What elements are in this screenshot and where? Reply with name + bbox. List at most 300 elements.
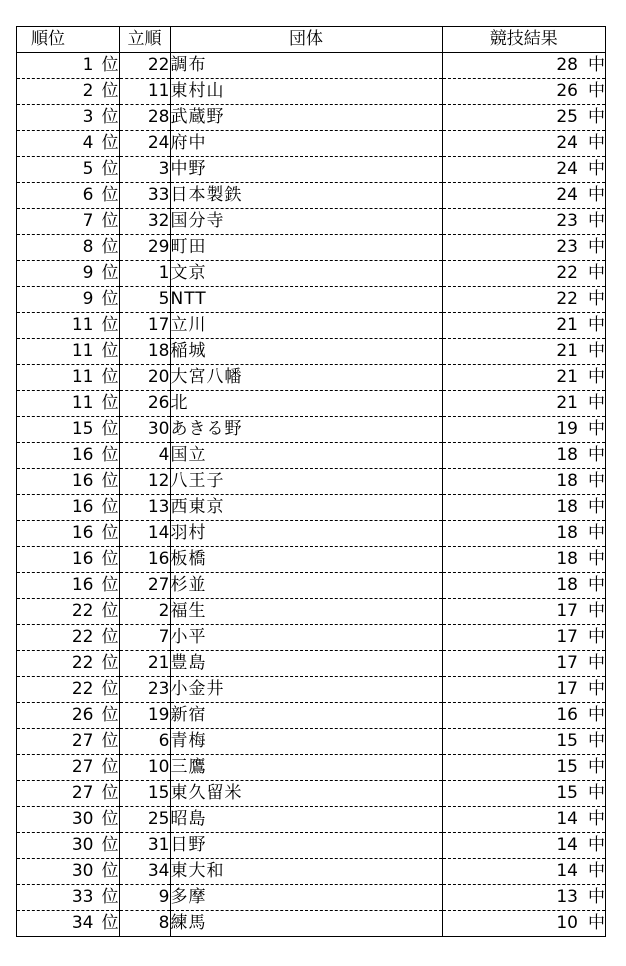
rank-value: 27 xyxy=(71,783,94,803)
result-cell xyxy=(442,365,605,391)
rank-value: 4 xyxy=(82,133,94,153)
rank-unit: 位 xyxy=(101,471,119,491)
team-cell: 東村山 xyxy=(170,79,442,105)
hits-value: 14 xyxy=(556,835,578,855)
draw-order-cell: 9 xyxy=(119,885,170,911)
hits-value: 19 xyxy=(556,419,578,439)
hits-value: 18 xyxy=(556,575,578,595)
table-row xyxy=(17,859,605,885)
rank-unit: 位 xyxy=(101,627,119,647)
team-cell: 中野 xyxy=(170,157,442,183)
result-cell xyxy=(442,261,605,287)
result-cell xyxy=(442,625,605,651)
table-row xyxy=(17,833,605,859)
rank-value: 30 xyxy=(71,835,94,855)
rank-value: 16 xyxy=(71,523,94,543)
rank-unit: 位 xyxy=(101,263,119,283)
hits-unit: 中 xyxy=(588,497,605,517)
rank-unit: 位 xyxy=(101,523,119,543)
rank-unit: 位 xyxy=(101,913,119,933)
hits-value: 15 xyxy=(556,757,578,777)
hits-value: 13 xyxy=(556,887,578,907)
rank-unit: 位 xyxy=(101,757,119,777)
hits-unit: 中 xyxy=(588,757,605,777)
team-cell: 新宿 xyxy=(170,703,442,729)
table-row xyxy=(17,677,605,703)
hits-value: 10 xyxy=(556,913,578,933)
team-cell: 武蔵野 xyxy=(170,105,442,131)
draw-order-cell: 17 xyxy=(119,313,170,339)
table-row xyxy=(17,339,605,365)
hits-unit: 中 xyxy=(588,211,605,231)
team-cell: 小金井 xyxy=(170,677,442,703)
rank-unit: 位 xyxy=(101,159,119,179)
rank-value: 8 xyxy=(82,237,94,257)
result-cell xyxy=(442,157,605,183)
rank-unit: 位 xyxy=(101,341,119,361)
table-row xyxy=(17,183,605,209)
hits-unit: 中 xyxy=(588,133,605,153)
hits-unit: 中 xyxy=(588,471,605,491)
draw-order-cell: 34 xyxy=(119,859,170,885)
team-cell: 稲城 xyxy=(170,339,442,365)
rank-unit: 位 xyxy=(101,237,119,257)
draw-order-cell: 10 xyxy=(119,755,170,781)
team-cell: NTT xyxy=(170,287,442,313)
rank-unit: 位 xyxy=(101,81,119,101)
team-cell: 多摩 xyxy=(170,885,442,911)
rank-cell xyxy=(17,183,119,209)
team-cell: 豊島 xyxy=(170,651,442,677)
result-cell xyxy=(442,79,605,105)
hits-value: 18 xyxy=(556,497,578,517)
hits-value: 23 xyxy=(556,237,578,257)
rank-unit: 位 xyxy=(101,705,119,725)
rank-unit: 位 xyxy=(101,419,119,439)
rank-value: 9 xyxy=(82,289,94,309)
draw-order-cell: 18 xyxy=(119,339,170,365)
rank-unit: 位 xyxy=(101,679,119,699)
rank-value: 30 xyxy=(71,809,94,829)
rank-unit: 位 xyxy=(101,835,119,855)
table-body xyxy=(17,53,605,937)
team-cell: 板橋 xyxy=(170,547,442,573)
team-cell: 文京 xyxy=(170,261,442,287)
rank-cell xyxy=(17,651,119,677)
draw-order-cell: 26 xyxy=(119,391,170,417)
result-cell xyxy=(442,885,605,911)
rank-value: 27 xyxy=(71,731,94,751)
hits-unit: 中 xyxy=(588,913,605,933)
draw-order-cell: 5 xyxy=(119,287,170,313)
team-cell: 八王子 xyxy=(170,469,442,495)
hits-value: 21 xyxy=(556,341,578,361)
rank-value: 22 xyxy=(71,653,94,673)
rank-value: 5 xyxy=(82,159,94,179)
rank-unit: 位 xyxy=(101,185,119,205)
result-cell xyxy=(442,235,605,261)
hits-value: 15 xyxy=(556,731,578,751)
header-rank: 順位 xyxy=(17,27,119,53)
rank-cell xyxy=(17,261,119,287)
hits-unit: 中 xyxy=(588,705,605,725)
draw-order-cell: 2 xyxy=(119,599,170,625)
hits-value: 16 xyxy=(556,705,578,725)
result-cell xyxy=(442,131,605,157)
table-row xyxy=(17,157,605,183)
hits-value: 22 xyxy=(556,289,578,309)
rank-value: 7 xyxy=(82,211,94,231)
result-cell xyxy=(442,703,605,729)
result-cell xyxy=(442,729,605,755)
rank-cell xyxy=(17,209,119,235)
result-cell xyxy=(442,469,605,495)
team-cell: 福生 xyxy=(170,599,442,625)
result-cell xyxy=(442,651,605,677)
hits-value: 18 xyxy=(556,549,578,569)
hits-value: 21 xyxy=(556,393,578,413)
hits-unit: 中 xyxy=(588,445,605,465)
team-cell: 調布 xyxy=(170,53,442,79)
table-row xyxy=(17,365,605,391)
draw-order-cell: 8 xyxy=(119,911,170,937)
rank-unit: 位 xyxy=(101,393,119,413)
rank-unit: 位 xyxy=(101,367,119,387)
table-row xyxy=(17,209,605,235)
team-cell: 青梅 xyxy=(170,729,442,755)
hits-value: 23 xyxy=(556,211,578,231)
result-cell xyxy=(442,599,605,625)
rank-cell xyxy=(17,443,119,469)
rank-cell xyxy=(17,885,119,911)
team-cell: 練馬 xyxy=(170,911,442,937)
team-cell: 大宮八幡 xyxy=(170,365,442,391)
result-cell xyxy=(442,755,605,781)
rank-value: 11 xyxy=(71,367,94,387)
rank-value: 16 xyxy=(71,471,94,491)
rank-cell xyxy=(17,859,119,885)
hits-unit: 中 xyxy=(588,601,605,621)
result-cell xyxy=(442,521,605,547)
table-row xyxy=(17,469,605,495)
hits-unit: 中 xyxy=(588,835,605,855)
hits-unit: 中 xyxy=(588,653,605,673)
rank-value: 15 xyxy=(71,419,94,439)
table-row xyxy=(17,703,605,729)
rank-unit: 位 xyxy=(101,731,119,751)
table-row xyxy=(17,755,605,781)
result-cell xyxy=(442,183,605,209)
draw-order-cell: 11 xyxy=(119,79,170,105)
table-row xyxy=(17,547,605,573)
result-cell xyxy=(442,677,605,703)
hits-unit: 中 xyxy=(588,263,605,283)
rank-unit: 位 xyxy=(101,211,119,231)
team-cell: 日野 xyxy=(170,833,442,859)
rank-cell xyxy=(17,287,119,313)
result-cell xyxy=(442,573,605,599)
table-row xyxy=(17,885,605,911)
rank-cell xyxy=(17,339,119,365)
hits-unit: 中 xyxy=(588,159,605,179)
table-row xyxy=(17,53,605,79)
rank-value: 11 xyxy=(71,341,94,361)
hits-value: 24 xyxy=(556,133,578,153)
draw-order-cell: 15 xyxy=(119,781,170,807)
draw-order-cell: 22 xyxy=(119,53,170,79)
result-cell xyxy=(442,443,605,469)
hits-unit: 中 xyxy=(588,731,605,751)
draw-order-cell: 32 xyxy=(119,209,170,235)
hits-unit: 中 xyxy=(588,237,605,257)
hits-value: 14 xyxy=(556,809,578,829)
rank-cell xyxy=(17,911,119,937)
team-cell: 昭島 xyxy=(170,807,442,833)
header-draw-order: 立順 xyxy=(119,27,170,53)
rank-value: 6 xyxy=(82,185,94,205)
draw-order-cell: 24 xyxy=(119,131,170,157)
rank-cell xyxy=(17,521,119,547)
hits-unit: 中 xyxy=(588,367,605,387)
hits-value: 18 xyxy=(556,471,578,491)
rank-cell xyxy=(17,235,119,261)
rank-value: 34 xyxy=(71,913,94,933)
hits-unit: 中 xyxy=(588,783,605,803)
team-cell: 杉並 xyxy=(170,573,442,599)
rank-unit: 位 xyxy=(101,783,119,803)
draw-order-cell: 1 xyxy=(119,261,170,287)
hits-value: 22 xyxy=(556,263,578,283)
rank-cell xyxy=(17,807,119,833)
table-row xyxy=(17,651,605,677)
rank-unit: 位 xyxy=(101,315,119,335)
rank-cell xyxy=(17,625,119,651)
rank-unit: 位 xyxy=(101,445,119,465)
table-row xyxy=(17,261,605,287)
result-cell xyxy=(442,391,605,417)
hits-value: 17 xyxy=(556,653,578,673)
result-cell xyxy=(442,833,605,859)
hits-unit: 中 xyxy=(588,289,605,309)
rank-cell xyxy=(17,391,119,417)
hits-unit: 中 xyxy=(588,81,605,101)
table-row xyxy=(17,625,605,651)
table-row xyxy=(17,911,605,937)
table-row xyxy=(17,391,605,417)
rank-unit: 位 xyxy=(101,809,119,829)
hits-value: 18 xyxy=(556,523,578,543)
result-cell xyxy=(442,209,605,235)
rank-value: 16 xyxy=(71,549,94,569)
result-cell xyxy=(442,105,605,131)
rank-cell xyxy=(17,79,119,105)
rank-value: 16 xyxy=(71,445,94,465)
draw-order-cell: 6 xyxy=(119,729,170,755)
rank-cell xyxy=(17,53,119,79)
rank-unit: 位 xyxy=(101,107,119,127)
hits-value: 17 xyxy=(556,627,578,647)
hits-value: 15 xyxy=(556,783,578,803)
rank-unit: 位 xyxy=(101,55,119,75)
rank-cell xyxy=(17,157,119,183)
hits-unit: 中 xyxy=(588,861,605,881)
result-cell xyxy=(442,313,605,339)
draw-order-cell: 33 xyxy=(119,183,170,209)
rank-unit: 位 xyxy=(101,497,119,517)
table-row xyxy=(17,781,605,807)
table-row xyxy=(17,495,605,521)
rank-unit: 位 xyxy=(101,601,119,621)
rank-cell xyxy=(17,703,119,729)
hits-unit: 中 xyxy=(588,341,605,361)
rank-cell xyxy=(17,573,119,599)
result-cell xyxy=(442,339,605,365)
hits-unit: 中 xyxy=(588,393,605,413)
draw-order-cell: 30 xyxy=(119,417,170,443)
draw-order-cell: 4 xyxy=(119,443,170,469)
rank-value: 26 xyxy=(71,705,94,725)
result-cell xyxy=(442,53,605,79)
result-cell xyxy=(442,547,605,573)
team-cell: 小平 xyxy=(170,625,442,651)
rank-value: 22 xyxy=(71,627,94,647)
rank-cell xyxy=(17,105,119,131)
hits-value: 25 xyxy=(556,107,578,127)
draw-order-cell: 3 xyxy=(119,157,170,183)
rank-cell xyxy=(17,547,119,573)
rank-unit: 位 xyxy=(101,861,119,881)
hits-value: 18 xyxy=(556,445,578,465)
table-row xyxy=(17,79,605,105)
team-cell: 国分寺 xyxy=(170,209,442,235)
rank-cell xyxy=(17,495,119,521)
rank-cell xyxy=(17,755,119,781)
draw-order-cell: 20 xyxy=(119,365,170,391)
results-table xyxy=(17,27,605,936)
rank-cell xyxy=(17,365,119,391)
rank-cell xyxy=(17,599,119,625)
header-result: 競技結果 xyxy=(442,27,605,53)
rank-value: 2 xyxy=(82,81,94,101)
rank-value: 16 xyxy=(71,575,94,595)
rank-cell xyxy=(17,469,119,495)
hits-value: 21 xyxy=(556,315,578,335)
rank-unit: 位 xyxy=(101,887,119,907)
rank-unit: 位 xyxy=(101,575,119,595)
hits-unit: 中 xyxy=(588,575,605,595)
team-cell: 町田 xyxy=(170,235,442,261)
hits-unit: 中 xyxy=(588,107,605,127)
result-cell xyxy=(442,859,605,885)
rank-cell xyxy=(17,417,119,443)
draw-order-cell: 13 xyxy=(119,495,170,521)
hits-unit: 中 xyxy=(588,523,605,543)
rank-cell xyxy=(17,833,119,859)
team-cell: 北 xyxy=(170,391,442,417)
rank-value: 33 xyxy=(71,887,94,907)
rank-value: 11 xyxy=(71,315,94,335)
draw-order-cell: 21 xyxy=(119,651,170,677)
hits-value: 17 xyxy=(556,601,578,621)
table-row xyxy=(17,729,605,755)
team-cell: 国立 xyxy=(170,443,442,469)
table-row xyxy=(17,313,605,339)
draw-order-cell: 23 xyxy=(119,677,170,703)
rank-value: 1 xyxy=(82,55,94,75)
result-cell xyxy=(442,287,605,313)
table-row xyxy=(17,521,605,547)
rank-cell xyxy=(17,781,119,807)
hits-unit: 中 xyxy=(588,55,605,75)
hits-unit: 中 xyxy=(588,549,605,569)
hits-value: 14 xyxy=(556,861,578,881)
rank-unit: 位 xyxy=(101,133,119,153)
rank-cell xyxy=(17,313,119,339)
table-row xyxy=(17,131,605,157)
result-cell xyxy=(442,495,605,521)
draw-order-cell: 14 xyxy=(119,521,170,547)
draw-order-cell: 25 xyxy=(119,807,170,833)
draw-order-cell: 28 xyxy=(119,105,170,131)
hits-unit: 中 xyxy=(588,809,605,829)
table-row xyxy=(17,235,605,261)
table-row xyxy=(17,287,605,313)
team-cell: 羽村 xyxy=(170,521,442,547)
rank-value: 16 xyxy=(71,497,94,517)
result-cell xyxy=(442,807,605,833)
rank-value: 11 xyxy=(71,393,94,413)
hits-value: 17 xyxy=(556,679,578,699)
draw-order-cell: 12 xyxy=(119,469,170,495)
hits-unit: 中 xyxy=(588,627,605,647)
rank-value: 22 xyxy=(71,601,94,621)
draw-order-cell: 31 xyxy=(119,833,170,859)
hits-unit: 中 xyxy=(588,419,605,439)
header-team: 団体 xyxy=(170,27,442,53)
table-row xyxy=(17,417,605,443)
table-row xyxy=(17,105,605,131)
team-cell: 日本製鉄 xyxy=(170,183,442,209)
draw-order-cell: 7 xyxy=(119,625,170,651)
team-cell: 西東京 xyxy=(170,495,442,521)
rank-cell xyxy=(17,131,119,157)
table-row xyxy=(17,443,605,469)
hits-value: 26 xyxy=(556,81,578,101)
table-row xyxy=(17,573,605,599)
result-cell xyxy=(442,911,605,937)
rank-cell xyxy=(17,729,119,755)
team-cell: 東大和 xyxy=(170,859,442,885)
draw-order-cell: 16 xyxy=(119,547,170,573)
team-cell: 三鷹 xyxy=(170,755,442,781)
rank-value: 27 xyxy=(71,757,94,777)
rank-unit: 位 xyxy=(101,289,119,309)
hits-value: 24 xyxy=(556,185,578,205)
hits-value: 21 xyxy=(556,367,578,387)
draw-order-cell: 27 xyxy=(119,573,170,599)
draw-order-cell: 19 xyxy=(119,703,170,729)
hits-value: 28 xyxy=(556,55,578,75)
team-cell: あきる野 xyxy=(170,417,442,443)
team-cell: 立川 xyxy=(170,313,442,339)
rank-value: 3 xyxy=(82,107,94,127)
header-row xyxy=(17,27,605,53)
draw-order-cell: 29 xyxy=(119,235,170,261)
result-cell xyxy=(442,781,605,807)
table-row xyxy=(17,599,605,625)
rank-unit: 位 xyxy=(101,549,119,569)
rank-value: 9 xyxy=(82,263,94,283)
